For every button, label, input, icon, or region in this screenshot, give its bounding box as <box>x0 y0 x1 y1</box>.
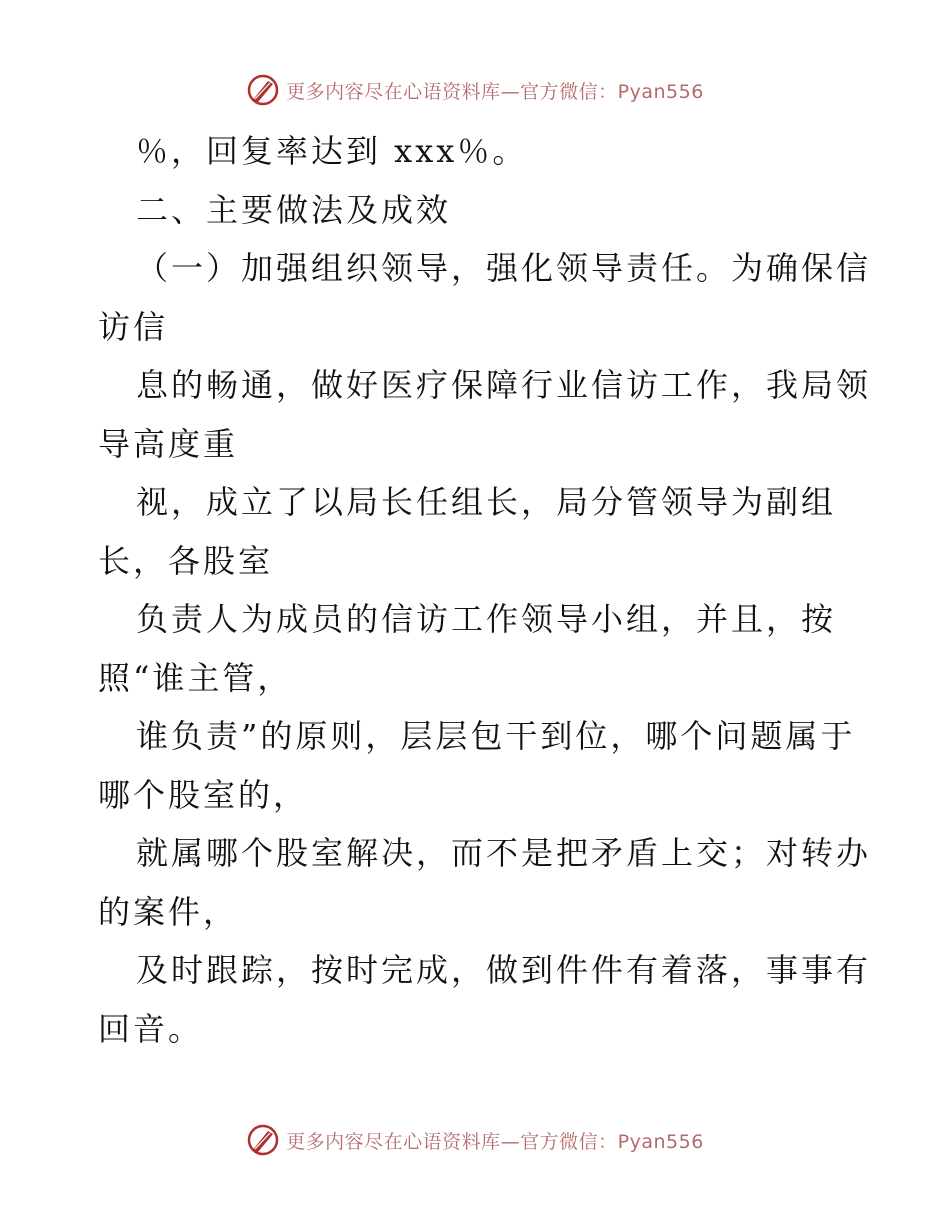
paragraph-line: 谁负责”的原则，层层包干到位，哪个问题属于 <box>136 717 856 755</box>
paragraph-line: 访信 <box>98 307 169 346</box>
paragraph-line: 息的畅通，做好医疗保障行业信访工作，我局领 <box>136 366 872 404</box>
section-heading: 二、主要做法及成效 <box>136 190 452 229</box>
feather-pen-logo-icon <box>246 1123 280 1157</box>
paragraph-line: 回音。 <box>98 1009 204 1048</box>
paragraph-line: 视，成立了以局长任组长，局分管领导为副组 <box>136 483 837 521</box>
footer-banner-text: 更多内容尽在心语资料库—官方微信：Pyan556 <box>286 1130 704 1153</box>
paragraph-line: 照“谁主管， <box>98 658 293 697</box>
paragraph-line: 长，各股室 <box>98 541 274 580</box>
header-banner-text: 更多内容尽在心语资料库—官方微信：Pyan556 <box>286 80 704 103</box>
footer-banner <box>0 1120 950 1160</box>
paragraph-line: （一）加强组织领导，强化领导责任。为确保信 <box>136 249 872 287</box>
paragraph-line: 就属哪个股室解决，而不是把矛盾上交；对转办 <box>136 834 872 872</box>
paragraph-line: 负责人为成员的信访工作领导小组，并且，按 <box>136 600 837 638</box>
document-body <box>98 122 872 1058</box>
header-banner <box>0 70 950 110</box>
paragraph-line: 哪个股室的， <box>98 775 309 814</box>
paragraph-line: 的案件， <box>98 892 239 931</box>
paragraph-line: 导高度重 <box>98 424 239 463</box>
paragraph-line: ％，回复率达到 xxx％。 <box>136 132 528 170</box>
feather-pen-logo-icon <box>246 73 280 107</box>
paragraph-line: 及时跟踪，按时完成，做到件件有着落，事事有 <box>136 951 872 989</box>
